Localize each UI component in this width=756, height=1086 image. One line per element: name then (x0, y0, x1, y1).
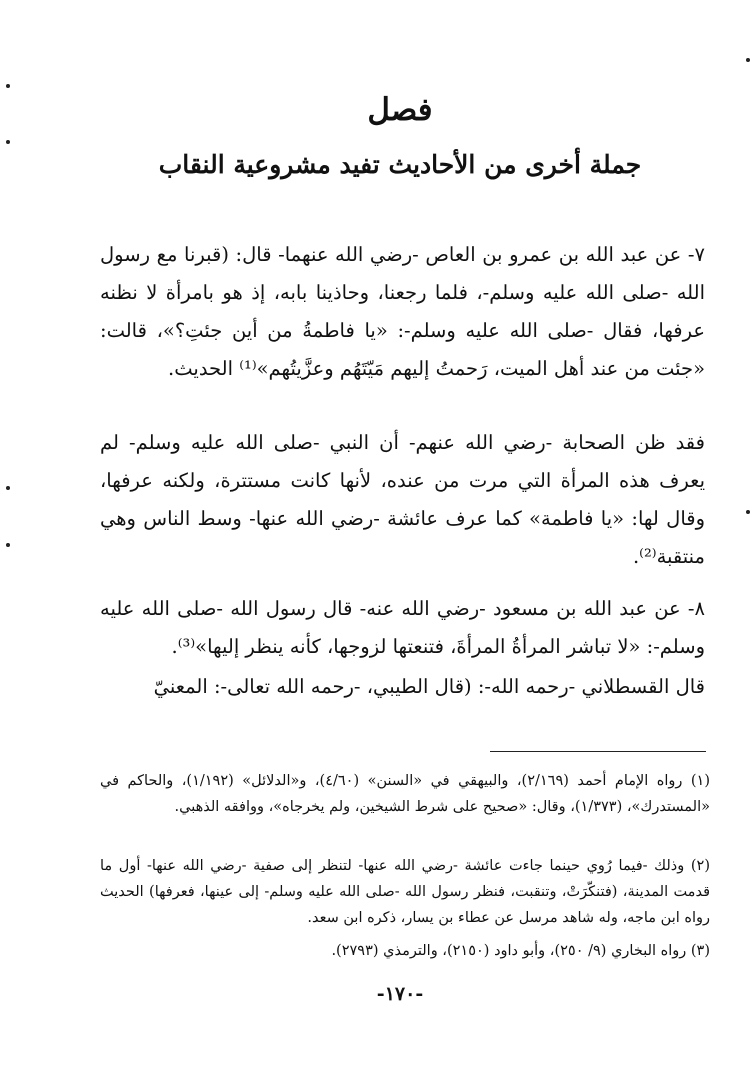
chapter-title: فصل (367, 92, 433, 128)
footnote-2: (٢) وذلك -فيما رُوي حينما جاءت عائشة -رضي الله عنها- لتنظر إلى صفية -رضي الله عنها- أول ما قدمت المدينة، (فتنكّرَتْ، وتنقبت، فنظر رسول الله -صلى الله عليه وسلم- إلى عينها، فعرفها) الحديث رواه ابن ماجه، وله شاهد مرسل عن عطاء بن يسار، ذكره ابن سعد. (100, 858, 710, 926)
commentary-paragraph: فقد ظن الصحابة -رضي الله عنهم- أن النبي -صلى الله عليه وسلم- لم يعرف هذه المرأة التي مرت من عنده، لأنها كانت مستترة، ولكنه عرفها، وقال لها: «يا فاطمة» كما عرف عائشة -رضي الله عنها- وسط الناس وهي منتقبة⁽²⁾. (100, 431, 705, 568)
footnote-3: (٣) رواه البخاري (٩/ ٢٥٠)، وأبو داود (٢١٥٠)، والترمذي (٢٧٩٣). (331, 943, 710, 959)
scan-speck (6, 84, 10, 88)
hadith-7-paragraph: ٧- عن عبد الله بن عمرو بن العاص -رضي الله عنهما- قال: (قبرنا مع رسول الله -صلى الله عليه وسلم-، فلما رجعنا، وحاذينا بابه، إذ هو بامرأة لا نظنه عرفها، فقال -صلى الله عليه وسلم-: «يا فاطمةُ من أين جئتِ؟»، قالت: «جئت من عند أهل الميت، رَحمتُ إليهم مَيّتَهُم وعزَّيتُهم»⁽¹⁾ الحديث. (100, 243, 705, 380)
chapter-subtitle: جملة أخرى من الأحاديث تفيد مشروعية النقاب (158, 150, 642, 179)
page-number: -١٧٠- (376, 983, 424, 1005)
scan-speck (746, 510, 750, 514)
footnote-divider (490, 751, 706, 752)
scan-speck (746, 58, 750, 62)
qastallani-quote-paragraph: قال القسطلاني -رحمه الله-: (قال الطيبي، -رحمه الله تعالى-: المعنيّ (153, 675, 705, 698)
scan-speck (6, 140, 10, 144)
scan-speck (6, 543, 10, 547)
hadith-8-paragraph: ٨- عن عبد الله بن مسعود -رضي الله عنه- قال رسول الله -صلى الله عليه وسلم-: «لا تباشر المرأةُ المرأةَ، فتنعتها لزوجها، كأنه ينظر إليها»⁽³⁾. (100, 597, 705, 658)
footnote-1: (١) رواه الإمام أحمد (٢/١٦٩)، والبيهقي في «السنن» (٤/٦٠)، و«الدلائل» (١/١٩٢)، والحاكم في «المستدرك»، (١/٣٧٣)، وقال: «صحيح على شرط الشيخين، ولم يخرجاه»، ووافقه الذهبي. (100, 773, 711, 815)
scan-speck (6, 486, 10, 490)
